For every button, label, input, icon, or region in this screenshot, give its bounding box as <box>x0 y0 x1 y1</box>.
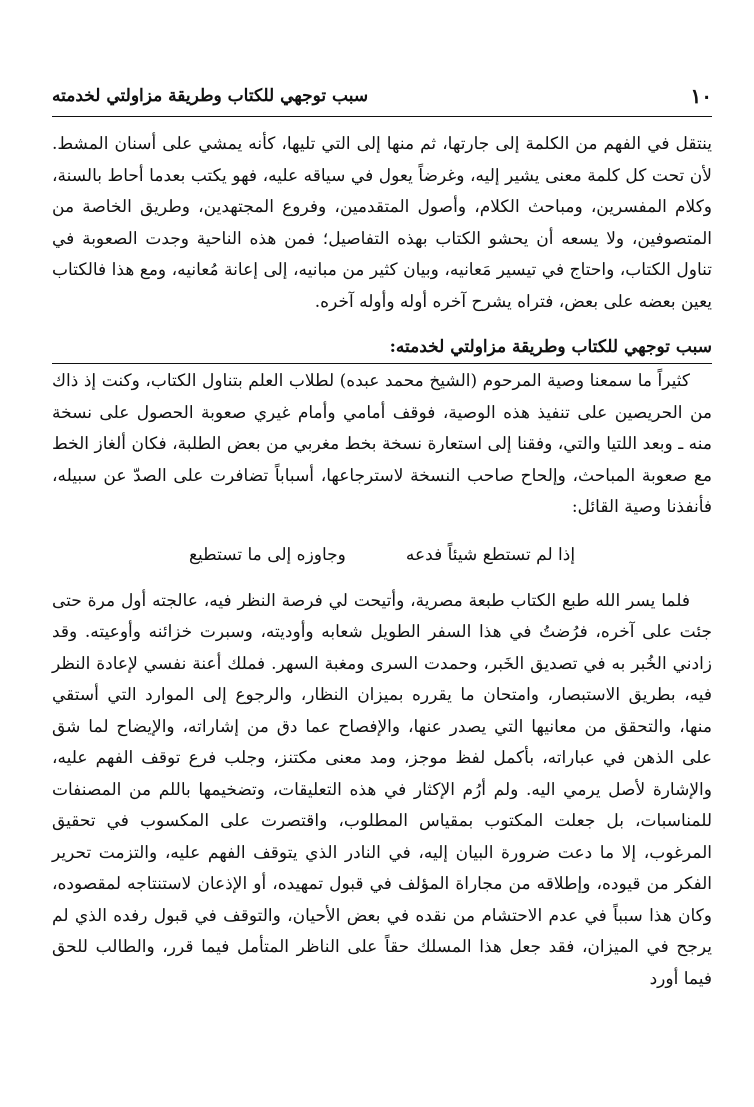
poetry-verse <box>52 540 712 570</box>
verse-first-hemistich: إذا لم تستطع شيئاً فدعه <box>405 544 576 565</box>
page-header <box>52 80 712 117</box>
page-number: ١٠ <box>690 84 712 108</box>
paragraph-3: فلما يسر الله طبع الكتاب طبعة مصرية، وأتيحت لي فرصة النظر فيه، عالجته أول مرة حتى جئت على آخره، فرُضتُ في هذا السفر الطويل شعابه وأوديته، وسبرت خزائنه وأوعيته. وقد زادني الخُبر به في تصديق الخَبر، وحمدت السرى ومغبة السهر. فملك أعنة نفسي لإعادة النظر فيه، بطريق الاستبصار، وامتحان ما يقرره بميزان النظار، والرجوع إلى الموارد التي أستقي منها، والتحقق من معانيها التي يصدر عنها، والإفصاح عما دق من إشاراته، والإيضاح لما شق على الذهن في عباراته، بأكمل لفظ موجز، ومد معنى مكتنز، وجلب فرع توقف الفهم عليه، والإشارة لأصل يرمي اليه. ولم أرُم الإكثار في هذه التعليقات، وتضخيمها باللم من المصنفات للمناسبات، بل جعلت المكتوب بمقياس المطلوب، واقتصرت على المكسوب في تحقيق المرغوب، إلا ما دعت ضرورة البيان إليه، في النادر الذي يتوقف الفهم عليه، والتزمت تحرير الفكر من قيوده، وإطلاقه من مجاراة المؤلف في قبول تمهيده، أو الإذعان لاستنتاجه لمقصوده، وكان هذا سبباً في عدم الاحتشام من نقده في بعض الأحيان، والتوقف في قبول رفده الذي لم يرجح في الميزان، فقد جعل هذا المسلك حقاً على الناظر المتأمل فيما قرر، والطالب للحق فيما أورد <box>52 590 712 989</box>
paragraph-2: كثيراً ما سمعنا وصية المرحوم (الشيخ محمد عبده) لطلاب العلم بتناول الكتاب، وكنت إذ ذاك من الحريصين على تنفيذ هذه الوصية، فوقف أمامي وأمام غيري صعوبة الحصول على نسخة منه ـ وبعد اللتيا والتي، وفقنا إلى استعارة نسخة بخط مغربي من بعض الطلبة، فكان ألغاز الخط مع صعوبة المباحث، وإلحاح صاحب النسخة لاسترجاعها، أسباباً تضافرت على الصدّ عن سبيله، فأنفذنا وصية القائل: <box>52 371 712 517</box>
book-page <box>52 80 712 995</box>
page-body <box>52 129 712 995</box>
verse-second-hemistich: وجاوزه إلى ما تستطيع <box>188 544 346 565</box>
running-head: سبب توجهي للكتاب وطريقة مزاولتي لخدمته <box>52 86 369 106</box>
section-heading: سبب توجهي للكتاب وطريقة مزاولتي لخدمته: <box>52 332 712 364</box>
paragraph-1: ينتقل في الفهم من الكلمة إلى جارتها، ثم منها إلى التي تليها، كأنه يمشي على أسنان المشط. لأن تحت كل كلمة معنى يشير إليه، وغرضاً يعول في سياقه عليه، فهو يكتب بعدما أحاط بالسنة، وكلام المفسرين، ومباحث الكلام، وأصول المتقدمين، وفروع المجتهدين، وطريق الخاصة من المتصوفين، ولا يسعه أن يحشو الكتاب بهذه التفاصيل؛ فمن هذه الناحية وجدت الصعوبة في تناول الكتاب، واحتاج في تيسير مَعانيه، وبيان كثير من مبانيه، إلى إعانة مُعانيه، ومع هذا فالكتاب يعين بعضه على بعض، فتراه يشرح آخره أوله وأوله آخره. <box>52 134 712 312</box>
